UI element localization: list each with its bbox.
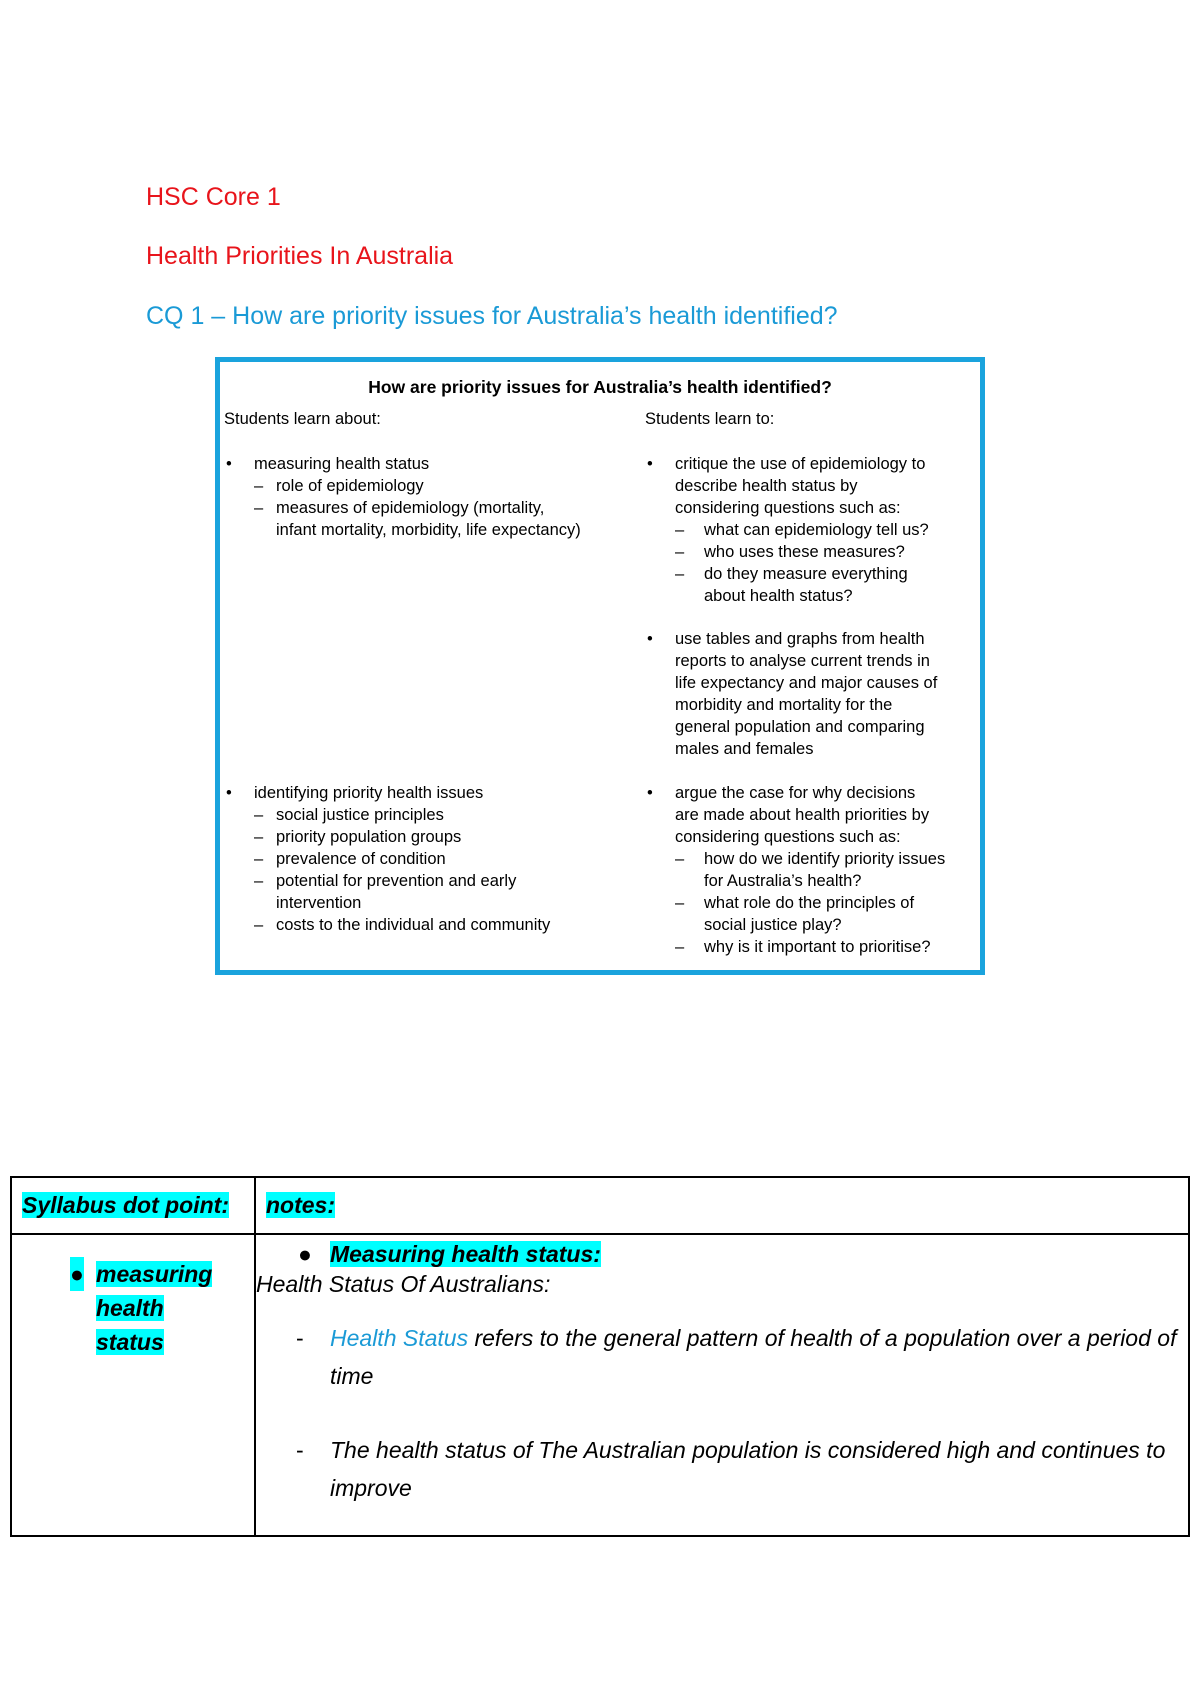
sub-item: – costs to the individual and community	[224, 914, 624, 936]
sub-item: – measures of epidemiology (mortality,	[224, 497, 624, 519]
sub-item: – what can epidemiology tell us?	[645, 519, 985, 541]
header-cell-dot-point	[11, 1177, 255, 1234]
bullet-item: • measuring health status	[224, 453, 624, 475]
bullet-continued: are made about health priorities by	[675, 806, 930, 824]
sub-item: – priority population groups	[224, 826, 624, 848]
sub-item: – who uses these measures?	[645, 541, 985, 563]
learn-to-header: Students learn to:	[645, 410, 775, 428]
bullet-continued: general population and comparing	[675, 718, 925, 736]
sub-item-continued: for Australia’s health?	[704, 872, 862, 890]
dot-point-item	[12, 1235, 254, 1359]
dot-point-line: health	[96, 1295, 164, 1321]
learn-about-header: Students learn about:	[224, 410, 381, 428]
learn-about-block-1	[224, 453, 624, 541]
table-header-row	[11, 1177, 1189, 1234]
sub-item-continued: social justice play?	[704, 916, 842, 934]
bullet-icon: ●	[70, 1257, 84, 1291]
notes-paragraph-2: - The health status of The Australian population is considered high and continues to improve	[256, 1431, 1188, 1507]
notes-subheading: Health Status Of Australians:	[256, 1271, 551, 1297]
sub-item: – role of epidemiology	[224, 475, 624, 497]
syllabus-excerpt-box	[215, 357, 985, 975]
bullet-item: • critique the use of epidemiology to	[645, 453, 985, 475]
column-header-syllabus: Syllabus dot point:	[22, 1192, 229, 1218]
learn-to-block-1	[645, 453, 985, 607]
sub-item-continued: intervention	[276, 894, 362, 912]
syllabus-title: How are priority issues for Australia’s health identified?	[368, 377, 832, 397]
table-row	[11, 1234, 1189, 1536]
sub-item: – do they measure everything	[645, 563, 985, 585]
bullet-continued: describe health status by	[675, 477, 858, 495]
sub-item: – social justice principles	[224, 804, 624, 826]
notes-bullet-text: Measuring health status:	[330, 1241, 601, 1267]
bullet-item: • identifying priority health issues	[224, 782, 624, 804]
sub-item: – how do we identify priority issues	[645, 848, 985, 870]
bullet-continued: males and females	[675, 740, 814, 758]
learn-to-block-3	[645, 782, 985, 958]
sub-item: – potential for prevention and early	[224, 870, 624, 892]
sub-item-continued: infant mortality, morbidity, life expectancy)	[276, 521, 581, 539]
header-cell-notes	[255, 1177, 1189, 1234]
notes-bullet	[256, 1235, 1188, 1273]
sub-item: – why is it important to prioritise?	[645, 936, 985, 958]
bullet-item: • argue the case for why decisions	[645, 782, 985, 804]
notes-paragraph-1	[256, 1319, 1188, 1395]
sub-item: – prevalence of condition	[224, 848, 624, 870]
learn-to-block-2	[645, 628, 985, 760]
bullet-continued: life expectancy and major causes of	[675, 674, 938, 692]
key-term: Health Status	[330, 1325, 469, 1351]
sub-item: – what role do the principles of	[645, 892, 985, 914]
bullet-continued: reports to analyse current trends in	[675, 652, 930, 670]
sub-item-continued: about health status?	[704, 587, 853, 605]
paragraph-text: refers to the general pattern of health of a population over a period of time	[330, 1325, 1177, 1389]
document-title: HSC Core 1	[146, 183, 281, 211]
notes-cell	[255, 1234, 1189, 1536]
content-question-heading: CQ 1 – How are priority issues for Australia’s health identified?	[146, 302, 838, 330]
bullet-continued: considering questions such as:	[675, 828, 901, 846]
learn-about-block-2	[224, 782, 624, 936]
bullet-icon: ●	[298, 1241, 312, 1267]
notes-table	[10, 1176, 1190, 1537]
bullet-continued: morbidity and mortality for the	[675, 696, 893, 714]
document-subtitle: Health Priorities In Australia	[146, 242, 454, 270]
bullet-item: • use tables and graphs from health	[645, 628, 985, 650]
dot-point-line: status	[96, 1329, 164, 1355]
dot-point-cell	[11, 1234, 255, 1536]
dot-point-line: measuring	[96, 1261, 213, 1287]
bullet-continued: considering questions such as:	[675, 499, 901, 517]
column-header-notes: notes:	[266, 1192, 335, 1218]
